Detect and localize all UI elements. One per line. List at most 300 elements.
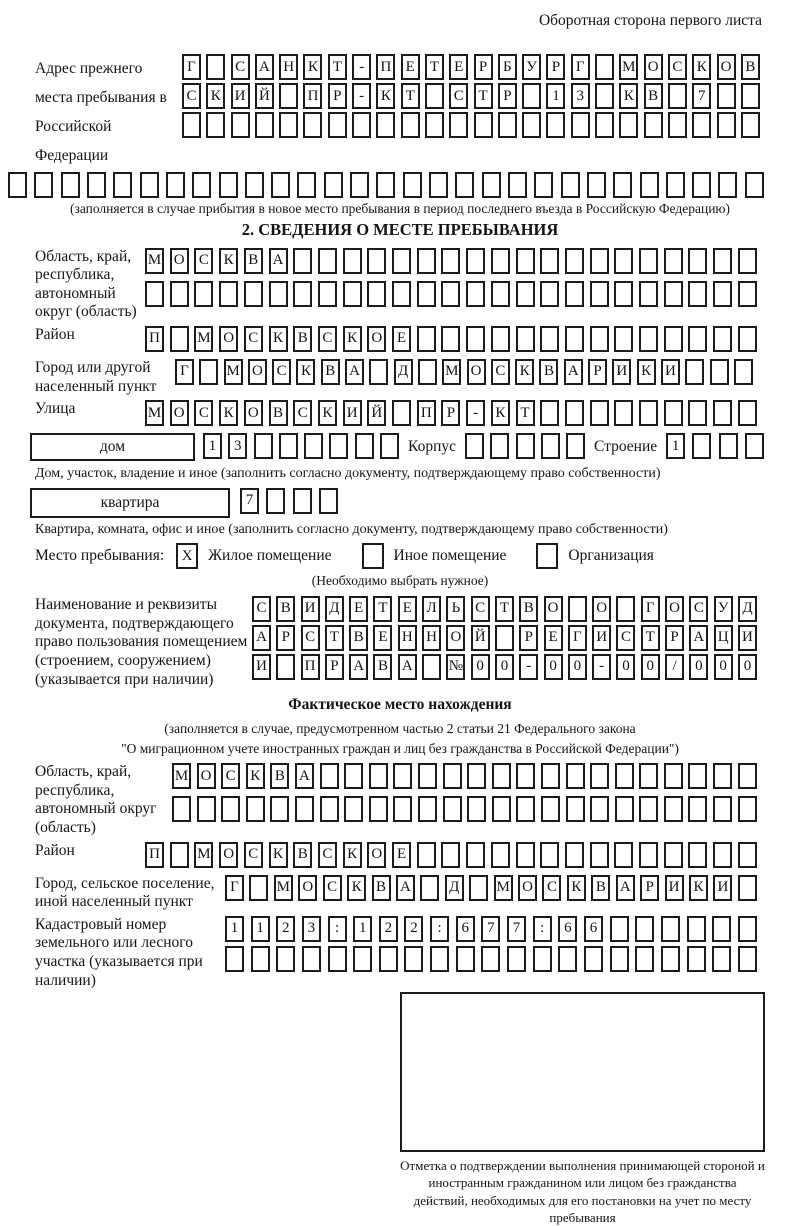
char-box[interactable]	[401, 112, 420, 138]
char-box[interactable]	[639, 796, 658, 822]
char-box[interactable]	[61, 172, 80, 198]
char-box[interactable]	[713, 796, 732, 822]
char-box[interactable]: М	[442, 359, 461, 385]
char-box[interactable]	[367, 281, 386, 307]
char-box[interactable]: Р	[441, 400, 460, 426]
char-box[interactable]	[635, 946, 654, 972]
char-box[interactable]: 0	[568, 654, 587, 680]
char-box[interactable]: У	[714, 596, 733, 622]
char-box[interactable]: Р	[588, 359, 607, 385]
char-box[interactable]	[420, 875, 439, 901]
char-box[interactable]: О	[248, 359, 267, 385]
char-box[interactable]: О	[467, 359, 486, 385]
char-box[interactable]: А	[564, 359, 583, 385]
char-box[interactable]	[664, 326, 683, 352]
char-box[interactable]: -	[352, 83, 371, 109]
char-box[interactable]	[668, 83, 687, 109]
char-box[interactable]: С	[616, 625, 635, 651]
char-box[interactable]: Н	[279, 54, 298, 80]
char-box[interactable]: 7	[481, 916, 500, 942]
char-box[interactable]: О	[219, 326, 238, 352]
char-box[interactable]: М	[224, 359, 243, 385]
char-box[interactable]	[376, 112, 395, 138]
char-box[interactable]	[404, 946, 423, 972]
char-box[interactable]: Б	[498, 54, 517, 80]
char-box[interactable]	[466, 281, 485, 307]
char-box[interactable]	[206, 54, 225, 80]
char-box[interactable]	[688, 763, 707, 789]
char-box[interactable]	[738, 946, 757, 972]
char-box[interactable]: Й	[255, 83, 274, 109]
char-box[interactable]	[507, 946, 526, 972]
char-box[interactable]: С	[668, 54, 687, 80]
char-box[interactable]	[692, 433, 711, 459]
char-box[interactable]	[343, 248, 362, 274]
char-box[interactable]	[565, 400, 584, 426]
char-box[interactable]: А	[398, 654, 417, 680]
char-box[interactable]	[170, 281, 189, 307]
char-box[interactable]	[595, 83, 614, 109]
char-box[interactable]: И	[301, 596, 320, 622]
char-box[interactable]: :	[533, 916, 552, 942]
char-box[interactable]: К	[269, 326, 288, 352]
char-box[interactable]: Т	[373, 596, 392, 622]
char-box[interactable]	[455, 172, 474, 198]
char-box[interactable]	[417, 248, 436, 274]
char-box[interactable]	[615, 763, 634, 789]
char-box[interactable]	[182, 112, 201, 138]
char-box[interactable]	[491, 842, 510, 868]
char-box[interactable]: Т	[325, 625, 344, 651]
char-box[interactable]: 2	[404, 916, 423, 942]
char-box[interactable]	[639, 248, 658, 274]
char-box[interactable]	[369, 763, 388, 789]
char-box[interactable]: Г	[182, 54, 201, 80]
char-box[interactable]: И	[738, 625, 757, 651]
char-box[interactable]: С	[194, 248, 213, 274]
char-box[interactable]	[279, 83, 298, 109]
char-box[interactable]: П	[303, 83, 322, 109]
char-box[interactable]: М	[194, 326, 213, 352]
char-box[interactable]: О	[518, 875, 537, 901]
char-box[interactable]	[279, 112, 298, 138]
char-box[interactable]	[367, 248, 386, 274]
char-box[interactable]: А	[269, 248, 288, 274]
char-box[interactable]: С	[272, 359, 291, 385]
char-box[interactable]	[664, 842, 683, 868]
char-box[interactable]	[302, 946, 321, 972]
char-box[interactable]	[297, 172, 316, 198]
char-box[interactable]	[688, 842, 707, 868]
char-box[interactable]: У	[522, 54, 541, 80]
char-box[interactable]: О	[644, 54, 663, 80]
char-box[interactable]	[688, 400, 707, 426]
char-box[interactable]	[664, 796, 683, 822]
char-box[interactable]	[441, 281, 460, 307]
char-box[interactable]	[343, 281, 362, 307]
char-box[interactable]: Т	[474, 83, 493, 109]
char-box[interactable]: К	[347, 875, 366, 901]
char-box[interactable]: С	[182, 83, 201, 109]
char-box[interactable]	[745, 433, 764, 459]
char-box[interactable]: О	[298, 875, 317, 901]
char-box[interactable]: А	[345, 359, 364, 385]
char-box[interactable]	[328, 946, 347, 972]
char-box[interactable]	[350, 172, 369, 198]
char-box[interactable]	[418, 359, 437, 385]
char-box[interactable]	[741, 83, 760, 109]
char-box[interactable]	[688, 281, 707, 307]
char-box[interactable]	[565, 248, 584, 274]
char-box[interactable]	[666, 172, 685, 198]
char-box[interactable]: К	[318, 400, 337, 426]
char-box[interactable]: П	[376, 54, 395, 80]
char-box[interactable]: К	[689, 875, 708, 901]
char-box[interactable]: О	[665, 596, 684, 622]
char-box[interactable]	[712, 916, 731, 942]
char-box[interactable]	[344, 763, 363, 789]
char-box[interactable]: И	[592, 625, 611, 651]
char-box[interactable]	[441, 248, 460, 274]
char-box[interactable]: И	[661, 359, 680, 385]
char-box[interactable]: Н	[422, 625, 441, 651]
char-box[interactable]: П	[301, 654, 320, 680]
char-box[interactable]: О	[367, 842, 386, 868]
char-box[interactable]: 3	[302, 916, 321, 942]
char-box[interactable]: Г	[175, 359, 194, 385]
char-box[interactable]: 0	[689, 654, 708, 680]
char-box[interactable]: С	[244, 842, 263, 868]
char-box[interactable]	[639, 400, 658, 426]
char-box[interactable]	[692, 112, 711, 138]
char-box[interactable]: 6	[456, 916, 475, 942]
char-box[interactable]: С	[318, 326, 337, 352]
char-box[interactable]: А	[295, 763, 314, 789]
char-box[interactable]: 1	[203, 433, 222, 459]
char-box[interactable]: А	[349, 654, 368, 680]
char-box[interactable]: О	[244, 400, 263, 426]
char-box[interactable]: 3	[228, 433, 247, 459]
other-premises-checkbox[interactable]	[362, 543, 384, 569]
char-box[interactable]	[546, 112, 565, 138]
char-box[interactable]: С	[542, 875, 561, 901]
char-box[interactable]: -	[592, 654, 611, 680]
char-box[interactable]: И	[612, 359, 631, 385]
char-box[interactable]	[251, 946, 270, 972]
char-box[interactable]: К	[376, 83, 395, 109]
char-box[interactable]	[516, 248, 535, 274]
char-box[interactable]	[490, 433, 509, 459]
char-box[interactable]	[565, 842, 584, 868]
char-box[interactable]: К	[246, 763, 265, 789]
char-box[interactable]: 0	[495, 654, 514, 680]
char-box[interactable]	[456, 946, 475, 972]
char-box[interactable]: Г	[568, 625, 587, 651]
char-box[interactable]: Е	[392, 842, 411, 868]
char-box[interactable]	[595, 112, 614, 138]
char-box[interactable]	[712, 946, 731, 972]
char-box[interactable]: Д	[738, 596, 757, 622]
char-box[interactable]: Р	[665, 625, 684, 651]
char-box[interactable]	[687, 916, 706, 942]
char-box[interactable]: В	[349, 625, 368, 651]
char-box[interactable]: С	[491, 359, 510, 385]
char-box[interactable]	[692, 172, 711, 198]
char-box[interactable]: М	[145, 400, 164, 426]
char-box[interactable]	[738, 326, 757, 352]
char-box[interactable]	[481, 946, 500, 972]
char-box[interactable]	[393, 763, 412, 789]
char-box[interactable]: -	[519, 654, 538, 680]
char-box[interactable]	[417, 842, 436, 868]
char-box[interactable]: В	[372, 875, 391, 901]
char-box[interactable]	[172, 796, 191, 822]
char-box[interactable]	[293, 488, 312, 514]
char-box[interactable]: 0	[738, 654, 757, 680]
char-box[interactable]: Т	[401, 83, 420, 109]
char-box[interactable]	[635, 916, 654, 942]
char-box[interactable]	[418, 796, 437, 822]
char-box[interactable]	[318, 248, 337, 274]
char-box[interactable]	[661, 916, 680, 942]
char-box[interactable]	[221, 796, 240, 822]
char-box[interactable]: В	[269, 400, 288, 426]
char-box[interactable]	[741, 112, 760, 138]
char-box[interactable]: 2	[379, 916, 398, 942]
char-box[interactable]: 2	[276, 916, 295, 942]
char-box[interactable]: К	[343, 326, 362, 352]
char-box[interactable]	[738, 763, 757, 789]
char-box[interactable]: М	[274, 875, 293, 901]
char-box[interactable]	[429, 172, 448, 198]
char-box[interactable]: Е	[349, 596, 368, 622]
char-box[interactable]	[266, 488, 285, 514]
char-box[interactable]	[639, 326, 658, 352]
char-box[interactable]	[393, 796, 412, 822]
char-box[interactable]: Г	[641, 596, 660, 622]
char-box[interactable]	[246, 796, 265, 822]
char-box[interactable]: М	[172, 763, 191, 789]
char-box[interactable]: Р	[546, 54, 565, 80]
char-box[interactable]	[566, 796, 585, 822]
char-box[interactable]	[430, 946, 449, 972]
char-box[interactable]: Д	[394, 359, 413, 385]
char-box[interactable]	[255, 112, 274, 138]
char-box[interactable]: Е	[392, 326, 411, 352]
char-box[interactable]: С	[293, 400, 312, 426]
organization-checkbox[interactable]	[536, 543, 558, 569]
char-box[interactable]: М	[145, 248, 164, 274]
char-box[interactable]	[304, 433, 323, 459]
char-box[interactable]	[566, 433, 585, 459]
char-box[interactable]	[717, 112, 736, 138]
char-box[interactable]: 1	[666, 433, 685, 459]
char-box[interactable]: К	[206, 83, 225, 109]
char-box[interactable]	[303, 112, 322, 138]
char-box[interactable]	[664, 763, 683, 789]
char-box[interactable]: И	[343, 400, 362, 426]
char-box[interactable]	[540, 326, 559, 352]
char-box[interactable]: В	[741, 54, 760, 80]
residential-checkbox[interactable]: X	[176, 543, 198, 569]
char-box[interactable]: А	[689, 625, 708, 651]
char-box[interactable]	[231, 112, 250, 138]
char-box[interactable]	[590, 281, 609, 307]
char-box[interactable]: С	[449, 83, 468, 109]
char-box[interactable]	[541, 433, 560, 459]
char-box[interactable]: Е	[398, 596, 417, 622]
char-box[interactable]: В	[276, 596, 295, 622]
char-box[interactable]: К	[692, 54, 711, 80]
char-box[interactable]: С	[471, 596, 490, 622]
char-box[interactable]	[516, 796, 535, 822]
char-box[interactable]	[355, 433, 374, 459]
char-box[interactable]: Т	[425, 54, 444, 80]
char-box[interactable]	[34, 172, 53, 198]
char-box[interactable]	[403, 172, 422, 198]
char-box[interactable]	[145, 281, 164, 307]
char-box[interactable]	[469, 875, 488, 901]
char-box[interactable]	[379, 946, 398, 972]
char-box[interactable]	[466, 326, 485, 352]
char-box[interactable]: С	[252, 596, 271, 622]
char-box[interactable]	[541, 763, 560, 789]
char-box[interactable]: Ь	[446, 596, 465, 622]
char-box[interactable]	[664, 400, 683, 426]
char-box[interactable]	[449, 112, 468, 138]
char-box[interactable]	[713, 281, 732, 307]
char-box[interactable]	[710, 359, 729, 385]
char-box[interactable]	[425, 83, 444, 109]
char-box[interactable]: С	[689, 596, 708, 622]
char-box[interactable]	[613, 172, 632, 198]
char-box[interactable]: 0	[544, 654, 563, 680]
char-box[interactable]	[192, 172, 211, 198]
char-box[interactable]: К	[269, 842, 288, 868]
char-box[interactable]: О	[717, 54, 736, 80]
char-box[interactable]	[738, 796, 757, 822]
char-box[interactable]	[616, 596, 635, 622]
char-box[interactable]: Е	[373, 625, 392, 651]
char-box[interactable]	[713, 400, 732, 426]
char-box[interactable]: В	[244, 248, 263, 274]
char-box[interactable]	[254, 433, 273, 459]
char-box[interactable]	[279, 433, 298, 459]
char-box[interactable]	[610, 946, 629, 972]
char-box[interactable]	[685, 359, 704, 385]
char-box[interactable]: К	[637, 359, 656, 385]
char-box[interactable]	[295, 796, 314, 822]
char-box[interactable]	[276, 654, 295, 680]
char-box[interactable]	[425, 112, 444, 138]
char-box[interactable]	[541, 796, 560, 822]
char-box[interactable]	[380, 433, 399, 459]
char-box[interactable]	[166, 172, 185, 198]
char-box[interactable]: Р	[325, 654, 344, 680]
char-box[interactable]	[293, 248, 312, 274]
char-box[interactable]	[324, 172, 343, 198]
char-box[interactable]	[320, 763, 339, 789]
char-box[interactable]	[219, 281, 238, 307]
char-box[interactable]	[392, 281, 411, 307]
char-box[interactable]	[590, 400, 609, 426]
char-box[interactable]	[619, 112, 638, 138]
char-box[interactable]: Д	[325, 596, 344, 622]
char-box[interactable]	[219, 172, 238, 198]
char-box[interactable]	[718, 172, 737, 198]
char-box[interactable]	[565, 281, 584, 307]
char-box[interactable]	[328, 112, 347, 138]
char-box[interactable]: О	[446, 625, 465, 651]
char-box[interactable]: 3	[571, 83, 590, 109]
char-box[interactable]	[540, 400, 559, 426]
char-box[interactable]	[590, 796, 609, 822]
char-box[interactable]: В	[373, 654, 392, 680]
char-box[interactable]	[614, 400, 633, 426]
char-box[interactable]: 0	[714, 654, 733, 680]
char-box[interactable]: Р	[519, 625, 538, 651]
char-box[interactable]	[590, 248, 609, 274]
char-box[interactable]	[738, 916, 757, 942]
char-box[interactable]	[320, 796, 339, 822]
char-box[interactable]: В	[321, 359, 340, 385]
char-box[interactable]	[392, 400, 411, 426]
char-box[interactable]	[533, 946, 552, 972]
char-box[interactable]	[87, 172, 106, 198]
char-box[interactable]: -	[352, 54, 371, 80]
char-box[interactable]	[595, 54, 614, 80]
char-box[interactable]	[276, 946, 295, 972]
char-box[interactable]	[467, 796, 486, 822]
char-box[interactable]: И	[713, 875, 732, 901]
char-box[interactable]: И	[252, 654, 271, 680]
char-box[interactable]: А	[252, 625, 271, 651]
char-box[interactable]	[516, 763, 535, 789]
char-box[interactable]	[194, 281, 213, 307]
char-box[interactable]: О	[592, 596, 611, 622]
char-box[interactable]: В	[591, 875, 610, 901]
char-box[interactable]	[738, 875, 757, 901]
char-box[interactable]	[615, 796, 634, 822]
char-box[interactable]	[271, 172, 290, 198]
char-box[interactable]	[717, 83, 736, 109]
char-box[interactable]: В	[539, 359, 558, 385]
char-box[interactable]: М	[619, 54, 638, 80]
char-box[interactable]	[466, 248, 485, 274]
char-box[interactable]: В	[293, 842, 312, 868]
char-box[interactable]	[688, 326, 707, 352]
char-box[interactable]	[113, 172, 132, 198]
char-box[interactable]: Ц	[714, 625, 733, 651]
char-box[interactable]	[534, 172, 553, 198]
char-box[interactable]: П	[145, 326, 164, 352]
char-box[interactable]	[329, 433, 348, 459]
char-box[interactable]	[491, 248, 510, 274]
char-box[interactable]: С	[221, 763, 240, 789]
char-box[interactable]: Й	[471, 625, 490, 651]
char-box[interactable]	[466, 842, 485, 868]
char-box[interactable]: О	[197, 763, 216, 789]
char-box[interactable]: 1	[353, 916, 372, 942]
char-box[interactable]	[565, 326, 584, 352]
char-box[interactable]: О	[170, 248, 189, 274]
char-box[interactable]: Е	[544, 625, 563, 651]
char-box[interactable]: А	[255, 54, 274, 80]
char-box[interactable]	[558, 946, 577, 972]
char-box[interactable]	[561, 172, 580, 198]
char-box[interactable]	[441, 842, 460, 868]
char-box[interactable]: №	[446, 654, 465, 680]
